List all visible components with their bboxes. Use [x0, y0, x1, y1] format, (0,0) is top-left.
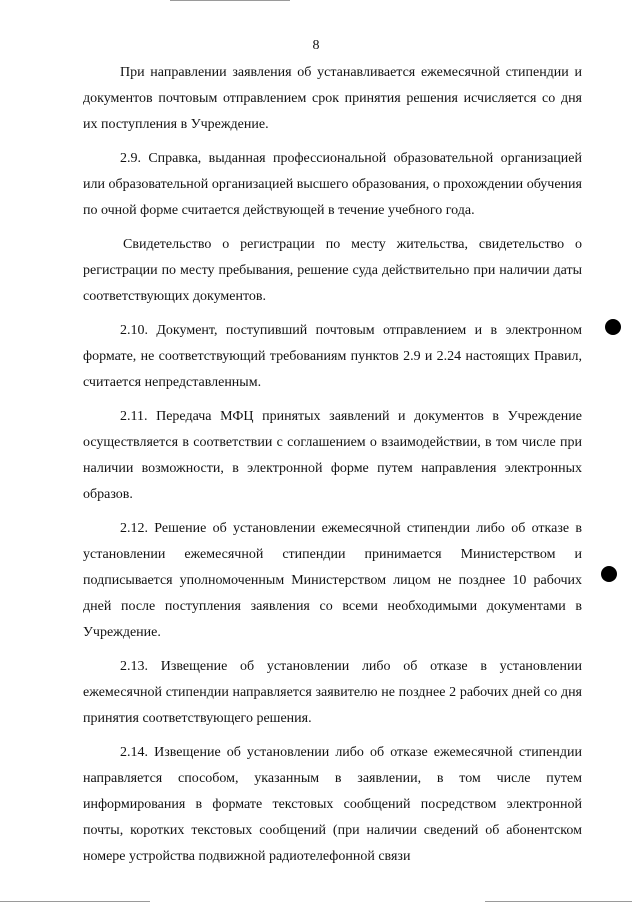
paragraph-2-11: 2.11. Передача МФЦ принятых заявлений и документов в Учреждение осуществляется в соответствии с соглашением о взаимодействии, в том числе при наличии возможности, в электронной форме путем направления электронных образов.: [83, 409, 582, 502]
scan-edge-bottom-left: [0, 901, 150, 902]
paragraph-intro: При направлении заявления об устанавливается ежемесячной стипендии и документов почтовым отправлением срок принятия решения исчисляется со дня их поступления в Учреждение.: [83, 65, 582, 132]
paragraph-2-13: 2.13. Извещение об установлении либо об отказе в установлении ежемесячной стипендии направляется заявителю не позднее 2 рабочих дней со дня принятия соответствующего решения.: [83, 659, 582, 726]
binder-hole-top: [605, 319, 621, 335]
scan-edge-bottom-right: [485, 901, 632, 902]
binder-hole-bottom: [601, 566, 617, 582]
document-body: [83, 60, 582, 878]
paragraph-2-14: 2.14. Извещение об установлении либо об отказе ежемесячной стипендии направляется способом, указанным в заявлении, в том числе путем информирования в формате текстовых сообщений посредством электронной почты, коротких текстовых сообщений (при наличии сведений об абонентском номере устройства подвижной радиотелефонной связи: [83, 745, 582, 864]
paragraph-2-12: 2.12. Решение об установлении ежемесячной стипендии либо об отказе в установлении ежемесячной стипендии принимается Министерством и подписывается уполномоченным Министерством лицом не позднее 10 рабочих дней после поступления заявления со всеми необходимыми документами в Учреждение.: [83, 521, 582, 640]
page-number: 8: [312, 38, 320, 53]
paragraph-registration: Свидетельство о регистрации по месту жительства, свидетельство о регистрации по месту пребывания, решение суда действительно при наличии даты соответствующих документов.: [83, 237, 582, 304]
paragraph-2-9: 2.9. Справка, выданная профессиональной образовательной организацией или образовательной организацией высшего образования, о прохождении обучения по очной форме считается действующей в течение учебного года.: [83, 151, 582, 218]
paragraph-2-10: 2.10. Документ, поступивший почтовым отправлением и в электронном формате, не соответствующий требованиям пунктов 2.9 и 2.24 настоящих Правил, считается непредставленным.: [83, 323, 582, 390]
scan-edge-top: [170, 0, 290, 1]
